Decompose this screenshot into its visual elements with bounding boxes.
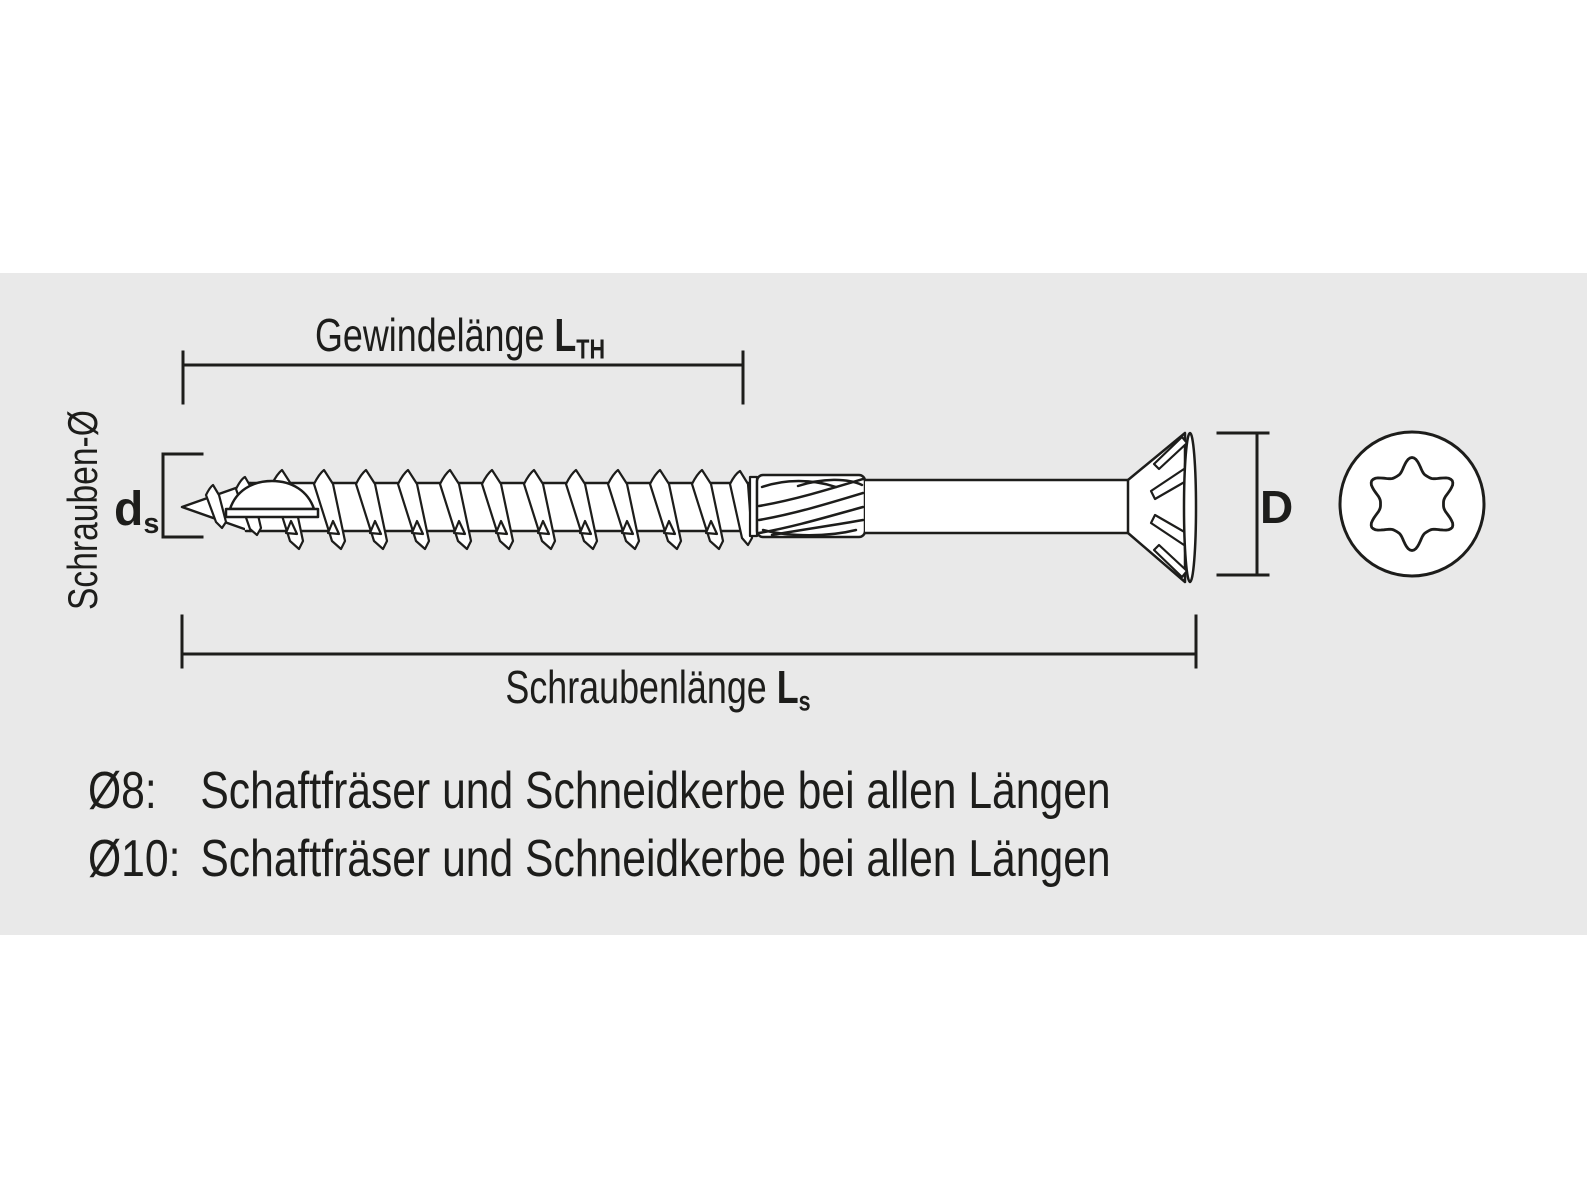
thread-length-symbol: L (554, 309, 577, 361)
torx-head-view (1340, 432, 1484, 576)
screw-length-subscript: s (798, 685, 811, 717)
screw-length-dimension (182, 616, 1196, 667)
shank (865, 481, 1128, 533)
head-face (1184, 433, 1196, 582)
note-1-text: Schaftfräser und Schneidkerbe bei allen Längen (200, 762, 1111, 820)
thread-length-subscript: TH (576, 333, 605, 365)
thread-length-label (226, 310, 694, 375)
screw-length-label (424, 662, 892, 727)
head-diameter-label (1260, 480, 1293, 534)
head-diameter-symbol: D (1260, 481, 1294, 533)
screw-length-text: Schraubenlänge (505, 661, 767, 713)
thread-length-text: Gewindelänge (314, 309, 545, 361)
core-diameter-label (114, 482, 159, 541)
core-diameter-symbol: d (114, 483, 144, 536)
note-line-2 (88, 829, 1111, 889)
note-2-prefix: Ø10: (88, 830, 181, 888)
screw-diameter-label: Schrauben-Ø (59, 410, 106, 610)
screw-side-view (182, 433, 1196, 582)
note-line-1 (88, 761, 1111, 821)
core-diameter-bracket (163, 454, 202, 537)
schaftfraeser-section (757, 475, 865, 537)
core-diameter-subscript: s (143, 508, 160, 541)
note-1-prefix: Ø8: (88, 762, 157, 820)
screw-length-symbol: L (776, 661, 799, 713)
note-2-text: Schaftfräser und Schneidkerbe bei allen Längen (200, 830, 1111, 888)
countersunk-head (1128, 433, 1196, 582)
